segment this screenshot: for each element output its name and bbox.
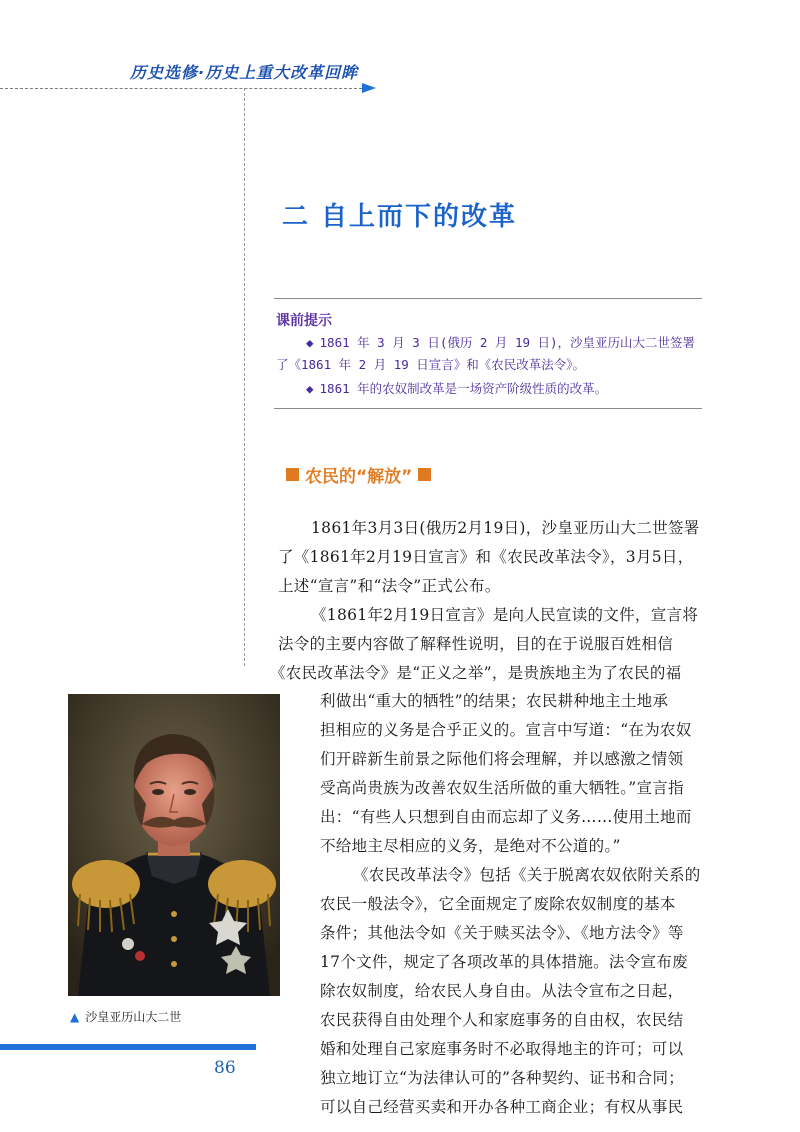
series-title: 历史选修·历史上重大改革回眸 <box>130 63 359 82</box>
body-line: 《1861年2月19日宣言》是向人民宣读的文件，宣言将 <box>311 606 699 624</box>
body-line: 婚和处理自己家庭事务时不必取得地主的许可；可以 <box>320 1040 684 1058</box>
body-paragraph-1 <box>270 514 700 688</box>
preview-top-rule <box>274 298 702 299</box>
figure-caption-text: 沙皇亚历山大二世 <box>85 1010 182 1024</box>
preview-item <box>276 332 702 376</box>
preview-item-line: 1861 年 3 月 3 日(俄历 2 月 19 日)，沙皇亚历山大二世签署 <box>319 335 696 350</box>
body-line: 可以自己经营买卖和开办各种工商企业；有权从事民 <box>320 1098 684 1116</box>
body-line: 除农奴制度，给农民人身自由。从法令宣布之日起， <box>320 982 684 1000</box>
body-line: 担相应的义务是合乎正义的。宣言中写道：“在为农奴 <box>320 721 692 739</box>
header-divider <box>0 88 372 89</box>
section-heading-text: 农民的“解放” <box>305 467 413 487</box>
vertical-divider <box>244 88 245 666</box>
body-line: 《农民改革法令》是“正义之举”，是贵族地主为了农民的福 <box>270 664 682 682</box>
body-line: 出：“有些人只想到自由而忘却了义务……使用土地而 <box>320 808 692 826</box>
diamond-bullet-icon: ◆ <box>306 381 314 396</box>
square-bullet-icon <box>286 468 299 481</box>
square-bullet-icon <box>418 468 431 481</box>
figure-caption <box>70 1008 181 1025</box>
body-paragraph-2 <box>320 687 701 1122</box>
footer-bar <box>0 1044 256 1050</box>
body-line: 《农民改革法令》包括《关于脱离农奴依附关系的 <box>353 866 701 884</box>
page-number: 86 <box>214 1058 236 1078</box>
body-line: 1861年3月3日(俄历2月19日)，沙皇亚历山大二世签署 <box>311 519 700 537</box>
preview-item-line: 1861 年的农奴制改革是一场资产阶级性质的改革。 <box>319 381 608 396</box>
body-line: 利做出“重大的牺牲”的结果；农民耕种地主土地承 <box>320 692 669 710</box>
body-line: 受高尚贵族为改善农奴生活所做的重大牺牲。”宣言指 <box>320 779 684 797</box>
body-line: 独立地订立“为法律认可的”各种契约、证书和合同； <box>320 1069 685 1087</box>
diamond-bullet-icon: ◆ <box>306 335 314 350</box>
preview-bottom-rule <box>274 408 702 409</box>
body-line: 们开辟新生前景之际他们将会理解，并以感激之情领 <box>320 750 684 768</box>
body-line: 17个文件，规定了各项改革的具体措施。法令宣布废 <box>320 953 688 971</box>
body-line: 法令的主要内容做了解释性说明，目的在于说服百姓相信 <box>278 635 674 653</box>
portrait-image <box>68 694 280 996</box>
body-line: 了《1861年2月19日宣言》和《农民改革法令》，3月5日， <box>278 548 694 566</box>
arrow-icon <box>362 83 376 93</box>
preview-item-line: 了《1861 年 2 月 19 日宣言》和《农民改革法令》。 <box>276 357 586 372</box>
body-line: 上述“宣言”和“法令”正式公布。 <box>278 577 501 595</box>
preview-heading: 课前提示 <box>276 313 332 329</box>
body-line: 农民一般法令》，它全面规定了废除农奴制度的基本 <box>320 895 676 913</box>
body-line: 条件；其他法令如《关于赎买法令》、《地方法令》等 <box>320 924 684 942</box>
body-line: 不给地主尽相应的义务，是绝对不公道的。” <box>320 837 621 855</box>
chapter-title: 二 自上而下的改革 <box>282 202 518 232</box>
body-line: 农民获得自由处理个人和家庭事务的自由权，农民结 <box>320 1011 684 1029</box>
triangle-icon: ▲ <box>70 1010 80 1024</box>
section-heading <box>280 462 437 487</box>
preview-item <box>276 378 702 400</box>
